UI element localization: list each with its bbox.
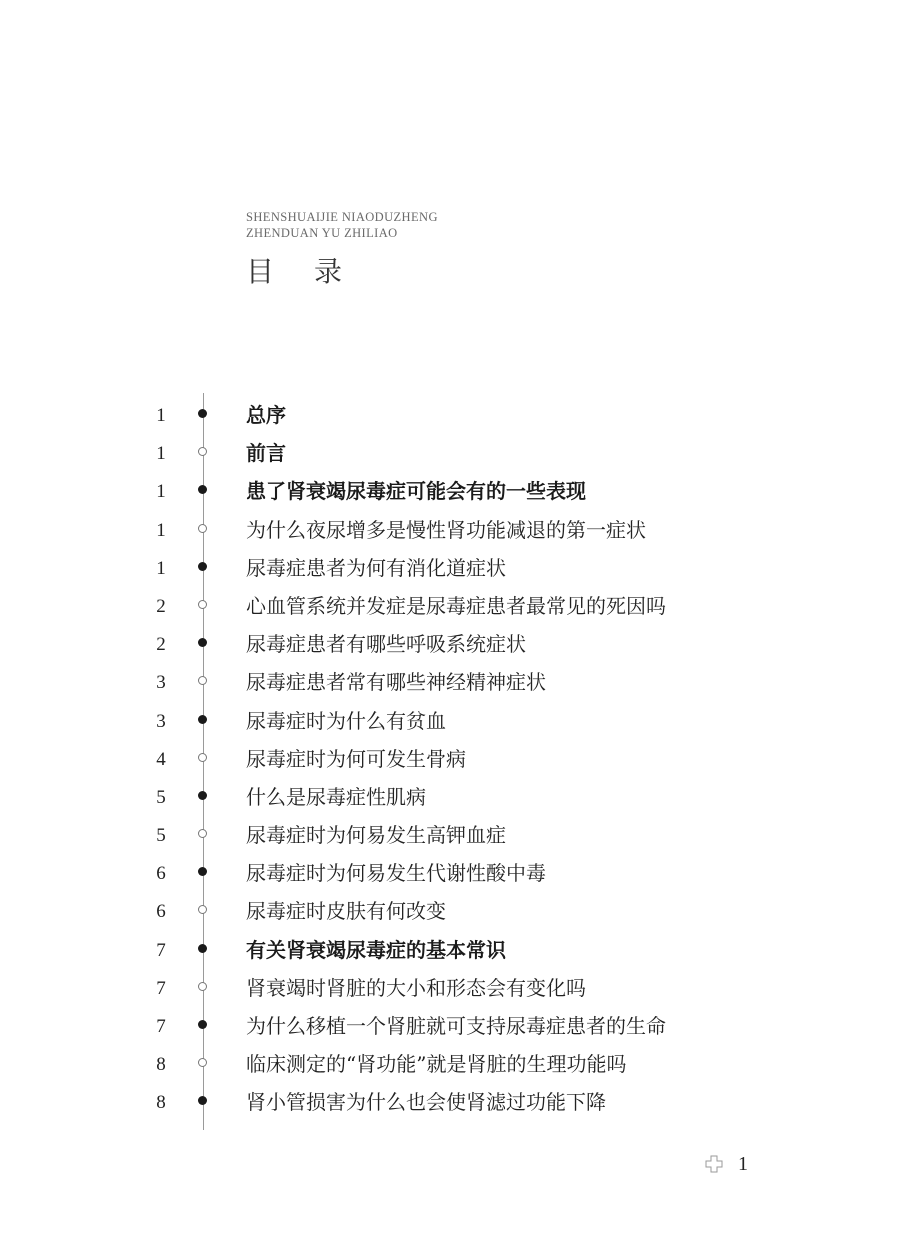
toc-entry[interactable] — [0, 971, 900, 1009]
table-of-contents — [0, 398, 900, 1124]
toc-entry[interactable] — [0, 742, 900, 780]
open-dot-icon — [198, 905, 207, 914]
filled-dot-icon — [198, 715, 207, 724]
toc-entry-title[interactable]: 患了肾衰竭尿毒症可能会有的一些表现 — [246, 479, 586, 504]
toc-entry[interactable] — [0, 1085, 900, 1123]
toc-entry-title[interactable]: 肾衰竭时肾脏的大小和形态会有变化吗 — [246, 975, 586, 1000]
toc-page-number: 1 — [156, 557, 166, 579]
toc-entry[interactable] — [0, 398, 900, 436]
toc-entry[interactable] — [0, 933, 900, 971]
toc-entry-title[interactable]: 为什么移植一个肾脏就可支持尿毒症患者的生命 — [246, 1014, 666, 1038]
toc-page-number: 1 — [156, 405, 166, 426]
toc-entry[interactable] — [0, 551, 900, 589]
toc-page-number: 7 — [156, 977, 166, 999]
toc-entry-title[interactable]: 前言 — [246, 441, 286, 466]
toc-entry[interactable] — [0, 1047, 900, 1085]
page-title: 目录 — [246, 255, 383, 288]
filled-dot-icon — [198, 944, 207, 953]
toc-entry-title[interactable]: 临床测定的“肾功能”就是肾脏的生理功能吗 — [246, 1052, 627, 1077]
toc-entry-title[interactable]: 尿毒症时为何易发生高钾血症 — [246, 823, 506, 848]
toc-entry[interactable] — [0, 856, 900, 894]
toc-entry[interactable] — [0, 704, 900, 742]
toc-page-number: 7 — [156, 939, 166, 961]
open-dot-icon — [198, 982, 207, 991]
filled-dot-icon — [198, 791, 207, 800]
toc-page-number: 3 — [156, 672, 166, 694]
toc-page-number: 6 — [156, 863, 166, 885]
toc-page-number: 4 — [156, 748, 166, 770]
toc-page-number: 2 — [156, 634, 166, 656]
toc-entry-title[interactable]: 尿毒症时为什么有贫血 — [246, 708, 446, 733]
open-dot-icon — [198, 829, 207, 838]
open-dot-icon — [198, 753, 207, 762]
toc-entry-title[interactable]: 肾小管损害为什么也会使肾滤过功能下降 — [246, 1090, 606, 1115]
toc-entry[interactable] — [0, 589, 900, 627]
cross-outline-icon — [705, 1155, 723, 1173]
toc-page-number: 2 — [156, 595, 166, 617]
open-dot-icon — [198, 524, 207, 533]
toc-entry[interactable] — [0, 780, 900, 818]
open-dot-icon — [198, 447, 207, 456]
toc-entry[interactable] — [0, 436, 900, 474]
series-title-line-1: SHENSHUAIJIE NIAODUZHENG — [246, 210, 438, 224]
toc-entry[interactable] — [0, 665, 900, 703]
toc-entry-title[interactable]: 尿毒症患者常有哪些神经精神症状 — [246, 670, 546, 695]
toc-entry-title[interactable]: 尿毒症患者为何有消化道症状 — [246, 555, 506, 580]
open-dot-icon — [198, 1058, 207, 1067]
series-title-line-2: ZHENDUAN YU ZHILIAO — [246, 226, 398, 240]
toc-entry-title[interactable]: 尿毒症患者有哪些呼吸系统症状 — [246, 632, 526, 657]
toc-entry-title[interactable]: 什么是尿毒症性肌病 — [246, 784, 426, 809]
filled-dot-icon — [198, 867, 207, 876]
toc-entry-title[interactable]: 尿毒症时为何易发生代谢性酸中毒 — [246, 861, 546, 886]
filled-dot-icon — [198, 638, 207, 647]
footer-page-number: 1 — [738, 1153, 748, 1175]
toc-entry-title[interactable]: 尿毒症时为何可发生骨病 — [246, 746, 466, 771]
toc-entry-title[interactable]: 心血管系统并发症是尿毒症患者最常见的死因吗 — [246, 593, 666, 618]
toc-entry[interactable] — [0, 1009, 900, 1047]
filled-dot-icon — [198, 485, 207, 494]
toc-entry[interactable] — [0, 894, 900, 932]
toc-page-number: 6 — [156, 901, 166, 923]
toc-entry-title[interactable]: 有关肾衰竭尿毒症的基本常识 — [246, 937, 506, 962]
toc-page-number: 1 — [156, 481, 166, 503]
filled-dot-icon — [198, 562, 207, 571]
toc-page-number: 8 — [156, 1054, 166, 1076]
toc-page-number: 1 — [156, 519, 166, 541]
toc-page-number: 1 — [156, 443, 166, 465]
open-dot-icon — [198, 676, 207, 685]
toc-page-number: 3 — [156, 710, 166, 732]
toc-entry-title[interactable]: 总序 — [246, 403, 286, 427]
toc-entry[interactable] — [0, 513, 900, 551]
toc-page-number: 7 — [156, 1016, 166, 1037]
filled-dot-icon — [198, 1096, 207, 1105]
toc-entry-title[interactable]: 为什么夜尿增多是慢性肾功能减退的第一症状 — [246, 517, 646, 542]
filled-dot-icon — [198, 409, 207, 418]
filled-dot-icon — [198, 1020, 207, 1029]
toc-entry-title[interactable]: 尿毒症时皮肤有何改变 — [246, 899, 446, 924]
open-dot-icon — [198, 600, 207, 609]
toc-entry[interactable] — [0, 627, 900, 665]
toc-page-number: 8 — [156, 1092, 166, 1114]
toc-entry[interactable] — [0, 818, 900, 856]
toc-entry[interactable] — [0, 474, 900, 512]
toc-page-number: 5 — [156, 786, 166, 808]
toc-page-number: 5 — [156, 825, 166, 847]
